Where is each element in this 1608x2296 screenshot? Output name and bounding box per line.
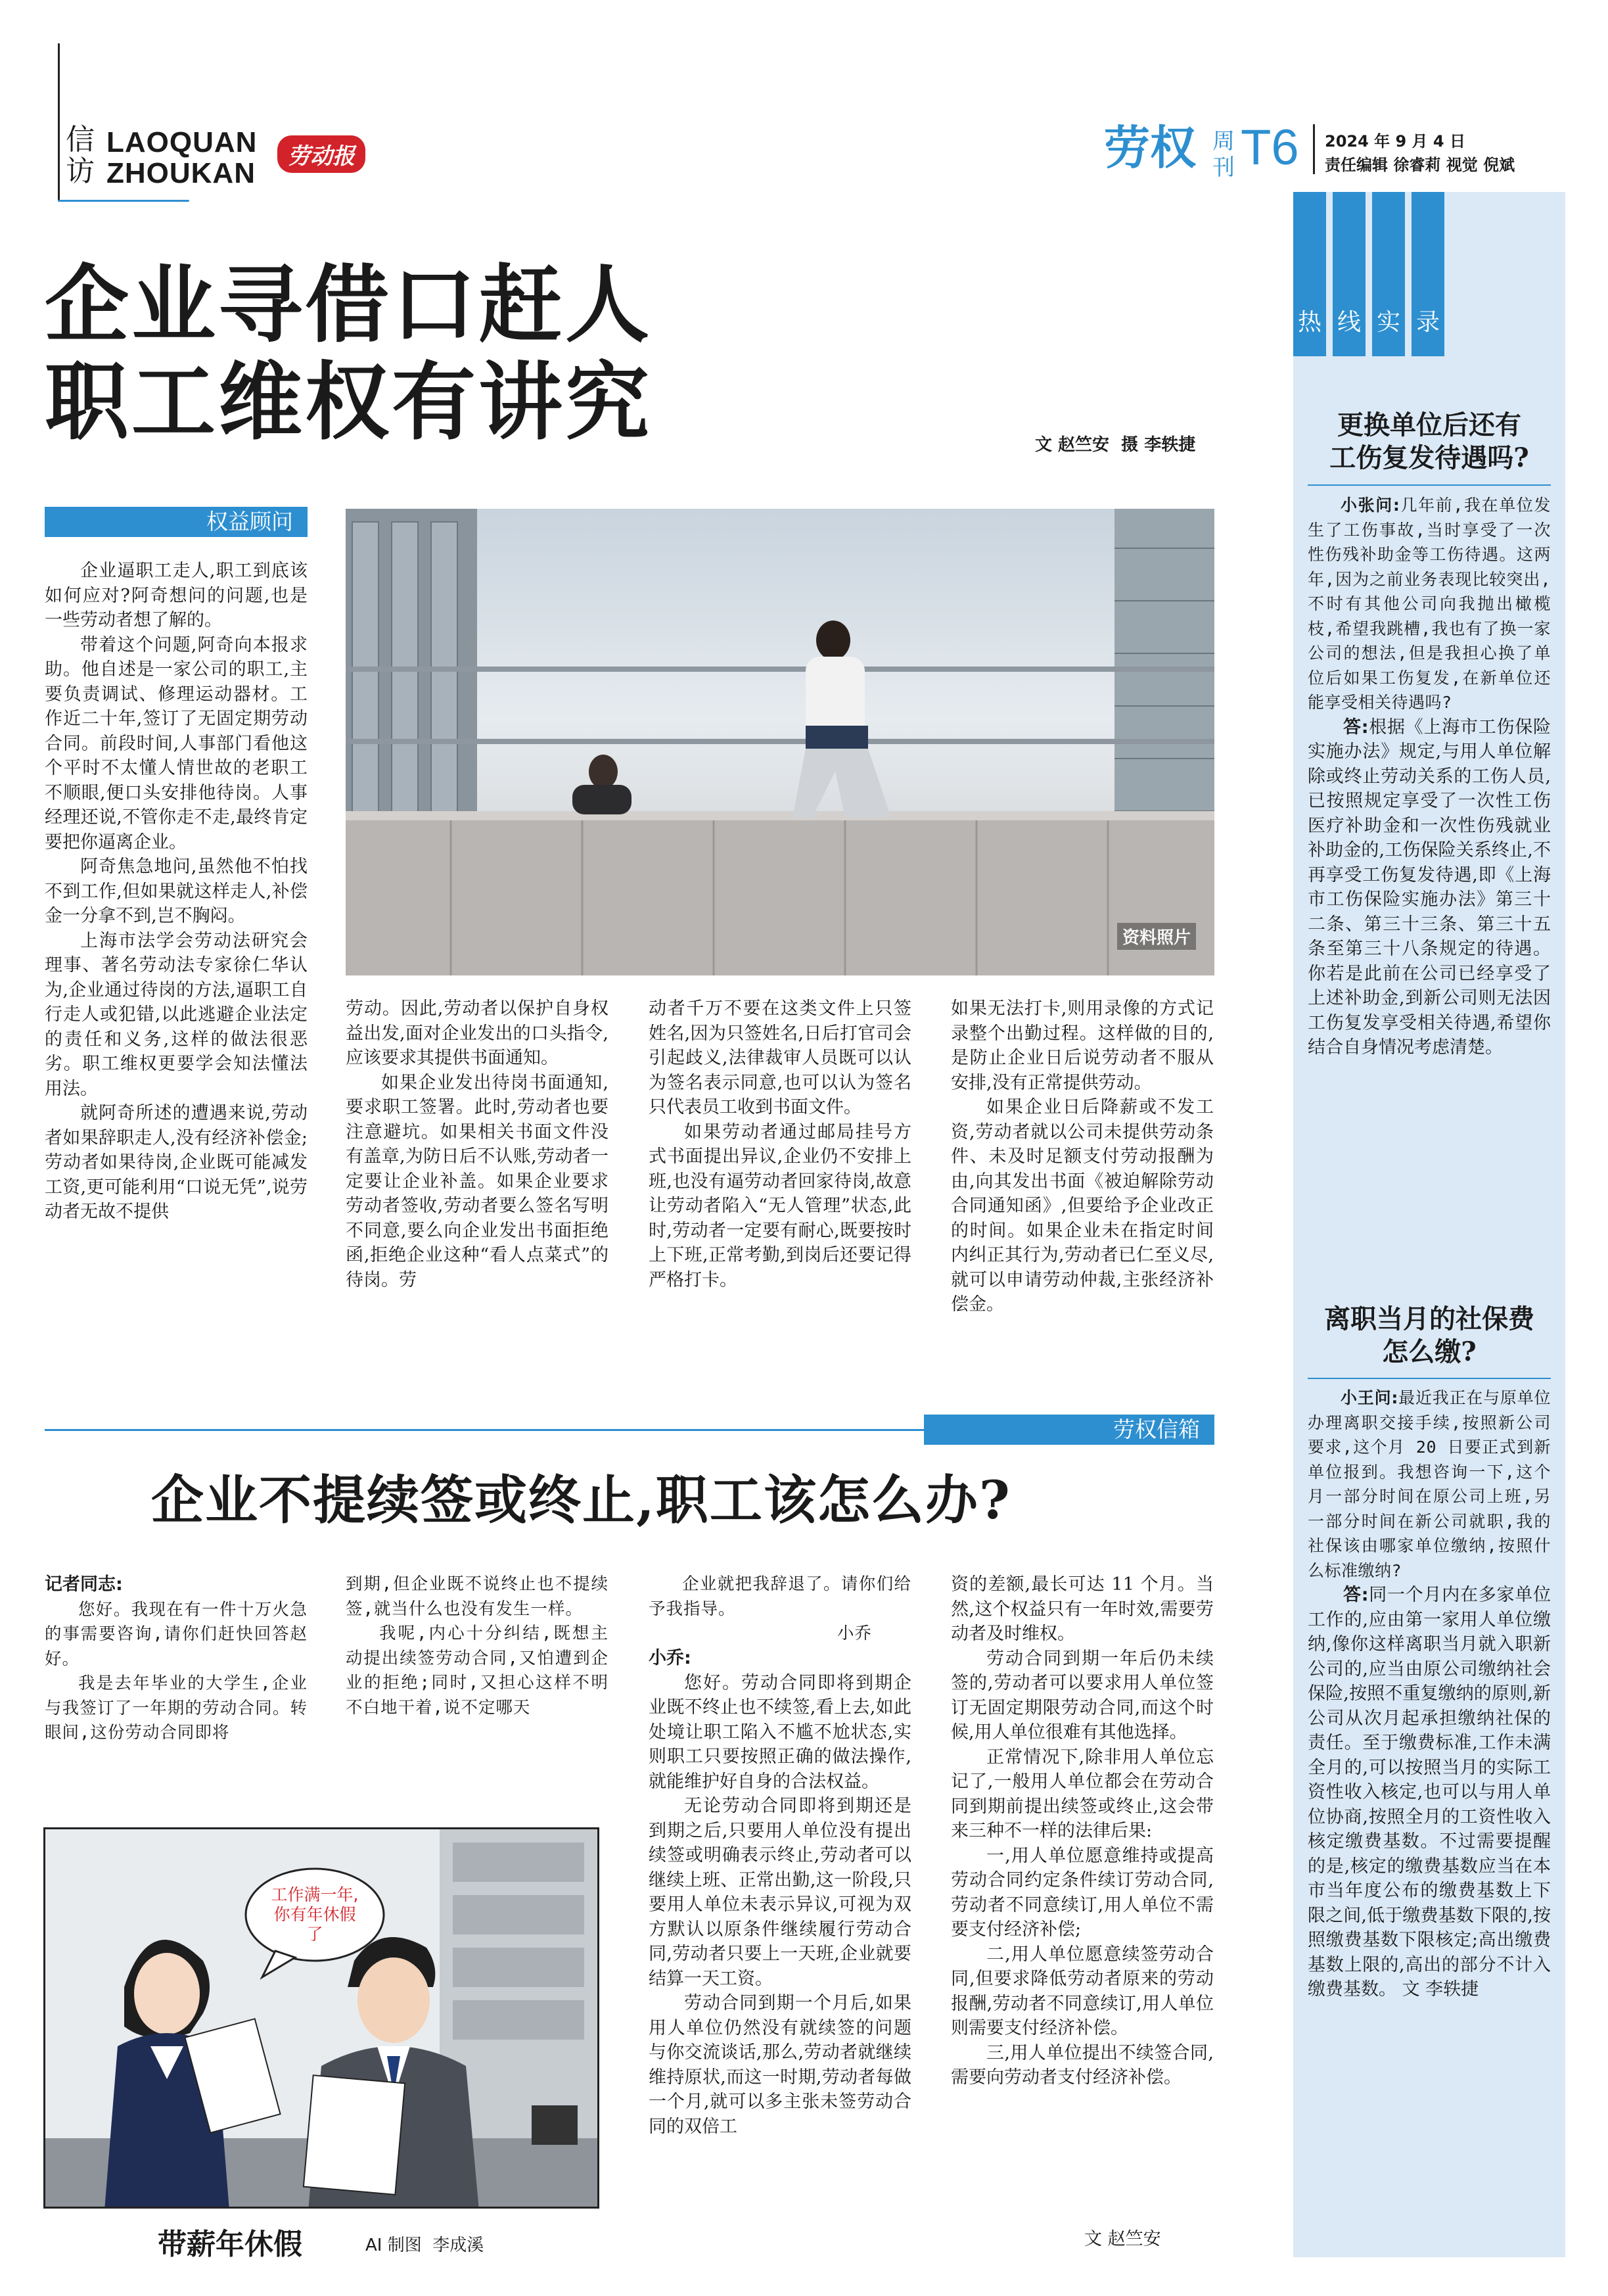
- section-name: 劳权: [1104, 121, 1196, 175]
- sidebar-q2-body: [1308, 1386, 1551, 2002]
- q2-answer: 同一个月内在多家单位工作的,应由第一家用人单位缴纳,像你这样离职当月就入职新公司的,应当由原公司缴纳社会保险,按照不重复缴纳的原则,新公司从次月起承担缴纳社保的责任。至于缴费标准,工作未满全月的,可以按照当月的实际工资性收入核定,也可以与用人单位协商,按照全月的工资性收入核定缴费基数。不过需要提醒的是,核定的缴费基数应当在本市当年度公布的缴费基数上下限之间,低于缴费基数下限的,按照缴费基数下限核定;高出缴费基数上限的,高出的部分不计入缴费基数。: [1308, 1585, 1551, 2000]
- paragraph: 带着这个问题,阿奇向本报求助。他自述是一家公司的职工,主要负责调试、修理运动器材。工作近二十年,签订了无固定期劳动合同。前段时间,人事部门看他这个平时不太懂人情世故的老职工不顺眼,便口头安排他待岗。人事经理还说,不管你走不走,最终肯定要把你逼离企业。: [45, 634, 308, 853]
- reporter-label: 记者同志:: [45, 1574, 123, 1595]
- letter-col1: [45, 1572, 308, 1746]
- tag-quanyi-guwen: 权益顾问: [45, 507, 308, 537]
- paragraph: 如果无法打卡,则用录像的方式记录整个出勤过程。这样做的目的,是防止企业日后说劳动者不服从安排,没有正常提供劳动。: [951, 998, 1214, 1093]
- paragraph: 劳动合同到期一年后仍未续签的,劳动者可以要求用人单位签订无固定期限劳动合同,而这个时候,用人单位很难有其他选择。: [951, 1648, 1214, 1743]
- article-credit: 文 赵竺安 摄 李轶捷: [1035, 435, 1196, 455]
- bottom-byline: 文 赵竺安: [1084, 2229, 1161, 2249]
- q2-answer-label: 答:: [1343, 1585, 1369, 1605]
- q2-byline: 文 李轶捷: [1402, 1979, 1479, 2000]
- headline-line2: 职工维权有讲究: [45, 353, 653, 452]
- photo-scene: [346, 509, 1214, 975]
- paragraph: 如果企业发出待岗书面通知,要求职工签署。此时,劳动者也要注意避坑。如果相关书面文件没有盖章,为防日后不认账,劳动者一定要让企业补盖。如果企业要求劳动者签收,劳动者要么签名写明不同意,要么向企业发出书面拒绝函,拒绝企业这种“看人点菜式”的待岗。劳: [346, 1072, 609, 1290]
- paragraph: 动者千万不要在这类文件上只签姓名,因为只签姓名,日后打官司会引起歧义,法律裁审人员既可以认为签名表示同意,也可以认为签名只代表员工收到书面文件。: [649, 998, 911, 1117]
- paragraph: 您好。我现在有一件十万火急的事需要咨询,请你们赶快回答赵好。: [45, 1599, 308, 1669]
- masthead-xin: 信: [66, 123, 95, 156]
- q1-question: 几年前,我在单位发生了工伤事故,当时享受了一次性伤残补助金等工伤待遇。这两年,因为之前业务表现比较突出,不时有其他公司向我抛出橄榄枝,希望我跳槽,我也有了换一家公司的想法,但是我担心换了单位后如果工伤复发,在新单位还能享受相关待遇吗?: [1308, 496, 1551, 712]
- paragraph: 三,用人单位提出不续签合同,需要向劳动者支付经济补偿。: [951, 2042, 1214, 2088]
- illustration-credit: AI 制图 李成溪: [365, 2236, 484, 2255]
- paragraph: 劳动。因此,劳动者以保护自身权益出发,面对企业发出的口头指令,应该要求其提供书面通知。: [346, 998, 609, 1068]
- masthead-left: [41, 37, 409, 208]
- section-kan: 刊: [1212, 154, 1235, 181]
- photo-caption: 资料照片: [1117, 923, 1196, 950]
- q1-answer: 根据《上海市工伤保险实施办法》规定,与用人单位解除或终止劳动关系的工伤人员,已按照规定享受了一次性工伤医疗补助金和一次性伤残就业补助金的,工伤保险关系终止,不再享受工伤复发待遇,即《上海市工伤保险实施办法》第三十二条、第三十三条、第三十五条至第三十八条规定的待遇。你若是此前在公司已经享受了上述补助金,到新公司则无法因工伤复发享受相关待遇,希望你结合自身情况考虑清楚。: [1308, 716, 1551, 1058]
- paper-logo: 劳动报: [277, 135, 365, 173]
- q2-question-label: 小王问:: [1341, 1388, 1398, 1407]
- reply-col3: [649, 1646, 911, 2139]
- reply-col4: [951, 1572, 1214, 2090]
- speech-bubble-text: 工作满一年,你有年休假了: [271, 1885, 359, 1944]
- q1-question-label: 小张问:: [1341, 496, 1400, 515]
- top-article-col1: [45, 559, 308, 1225]
- paragraph: 我是去年毕业的大学生,企业与我签订了一年期的劳动合同。转眼间,这份劳动合同即将: [45, 1674, 308, 1743]
- paragraph: 到期,但企业既不说终止也不提续签,就当什么也没有发生一样。: [346, 1574, 609, 1619]
- tab-char-1: 热: [1298, 309, 1322, 336]
- letter-ending: 企业就把我辞退了。请你们给予我指导。: [649, 1574, 911, 1619]
- paragraph: 一,用人单位愿意维持或提高劳动合同约定条件续订劳动合同,劳动者不同意续订,用人单位不需要支付经济补偿;: [951, 1845, 1214, 1940]
- letter-col3: [649, 1572, 911, 1647]
- paragraph: 就阿奇所述的遭遇来说,劳动者如果辞职走人,没有经济补偿金;劳动者如果待岗,企业既可能减发工资,更可能利用“口说无凭”,说劳动者无故不提供: [45, 1103, 308, 1222]
- masthead-right: [1104, 122, 1590, 187]
- paragraph: 企业逼职工走人,职工到底该如何应对?阿奇想问的问题,也是一些劳动者想了解的。: [45, 561, 308, 630]
- sidebar-q2-title: [1293, 1303, 1565, 1369]
- top-article-col2: [346, 996, 609, 1292]
- top-article-col3: [649, 996, 911, 1292]
- tag-laoquan-xinxiang: 劳权信箱: [924, 1415, 1214, 1445]
- tab-char-3: 实: [1377, 309, 1401, 336]
- sidebar-q1-body: [1308, 493, 1551, 1060]
- paragraph: 您好。劳动合同即将到期企业既不终止也不续签,看上去,如此处境让职工陷入不尴不尬状态,实则职工只要按照正确的做法操作,就能维护好自身的合法权益。: [649, 1672, 911, 1792]
- q1-answer-label: 答:: [1343, 716, 1369, 738]
- q2-title-line1: 离职当月的社保费: [1324, 1303, 1534, 1334]
- tab-char-2: 线: [1337, 309, 1362, 336]
- illustration-caption: 带薪年休假: [158, 2228, 302, 2261]
- ai-illustration: [43, 1827, 599, 2209]
- q2-question: 最近我正在与原单位办理离职交接手续,按照新公司要求,这个月 20 日要正式到新单位报到。我想咨询一下,这个月一部分时间在原公司上班,另一部分时间在新公司就职,我的社保该由哪家单位缴纳,按照什么标准缴纳?: [1308, 1388, 1551, 1580]
- paragraph: 无论劳动合同即将到期还是到期之后,只要用人单位没有提出续签或明确表示终止,劳动者可以继续上班、正常出勤,这一阶段,只要用人单位未表示异议,可视为双方默认以原条件继续履行劳动合同,劳动者只要上一天班,企业就要结算一天工资。: [649, 1796, 911, 1989]
- news-photo: [346, 509, 1214, 975]
- letter-sign: 小乔: [837, 1624, 872, 1643]
- top-article-col4: [951, 996, 1214, 1317]
- sidebar-q1-title: [1293, 409, 1565, 475]
- main-headline: [45, 256, 768, 451]
- q2-title-line2: 怎么缴?: [1382, 1336, 1477, 1367]
- masthead-en2: ZHOUKAN: [106, 157, 256, 189]
- paragraph: 正常情况下,除非用人单位忘记了,一般用人单位都会在劳动合同到期前提出续签或终止,这会带来三种不一样的法律后果:: [951, 1746, 1214, 1841]
- q1-title-line1: 更换单位后还有: [1337, 410, 1521, 440]
- paragraph: 如果劳动者通过邮局挂号方式书面提出异议,企业仍不安排上班,也没有逼劳动者回家待岗,故意让劳动者陷入“无人管理”状态,此时,劳动者一定要有耐心,既要按时上下班,正常考勤,到岗后还要记得严格打卡。: [649, 1121, 911, 1290]
- paragraph: 上海市法学会劳动法研究会理事、著名劳动法专家徐仁华认为,企业通过待岗的方法,逼职工自行走人或犯错,以此逃避企业法定的责任和义务,这样的做法很恶劣。职工维权更要学会知法懂法用法。: [45, 930, 308, 1099]
- masthead-fang: 访: [66, 154, 95, 188]
- paragraph: 资的差额,最长可达 11 个月。当然,这个权益只有一年时效,需要劳动者及时维权。: [951, 1574, 1214, 1644]
- paragraph: 如果企业日后降薪或不发工资,劳动者就以公司未提供劳动条件、未及时足额支付劳动报酬为由,向其发出书面《被迫解除劳动合同通知函》,但要给予企业改正的时间。如果企业未在指定时间内纠正其行为,劳动者已仁至义尽,就可以申请劳动仲裁,主张经济补偿金。: [951, 1097, 1214, 1315]
- paragraph: 二,用人单位愿意续签劳动合同,但要求降低劳动者原来的劳动报酬,劳动者不同意续订,用人单位则需要支付经济补偿。: [951, 1944, 1214, 2038]
- letter-col2: [346, 1572, 609, 1720]
- reply-label: 小乔:: [649, 1648, 691, 1668]
- sidebar: [1293, 192, 1565, 2257]
- editors: 责任编辑 徐睿莉 视觉 倪斌: [1325, 156, 1515, 174]
- paragraph: 我呢,内心十分纠结,既想主动提出续签劳动合同,又怕遭到企业的拒绝;同时,又担心这样不明不白地干着,说不定哪天: [346, 1624, 609, 1718]
- section-zhou: 周: [1212, 128, 1235, 154]
- paragraph: 劳动合同到期一个月后,如果用人单位仍然没有就续签的问题与你交流谈话,那么,劳动者就继续维持原状,而这一时期,劳动者每做一个月,就可以多主张未签劳动合同的双倍工: [649, 1993, 911, 2137]
- sidebar-tab: [1293, 192, 1565, 356]
- headline-line1: 企业寻借口赶人: [45, 256, 653, 354]
- tab-char-4: 录: [1416, 309, 1440, 336]
- q1-title-line2: 工伤复发待遇吗?: [1329, 442, 1529, 473]
- bottom-headline: 企业不提续签或终止,职工该怎么办?: [151, 1469, 1011, 1531]
- issue-date: 2024 年 9 月 4 日: [1325, 132, 1465, 151]
- paragraph: 阿奇焦急地问,虽然他不怕找不到工作,但如果就这样走人,补偿金一分拿不到,岂不胸闷。: [45, 856, 308, 926]
- page-number: T6: [1241, 120, 1299, 176]
- masthead-en1: LAOQUAN: [106, 126, 258, 158]
